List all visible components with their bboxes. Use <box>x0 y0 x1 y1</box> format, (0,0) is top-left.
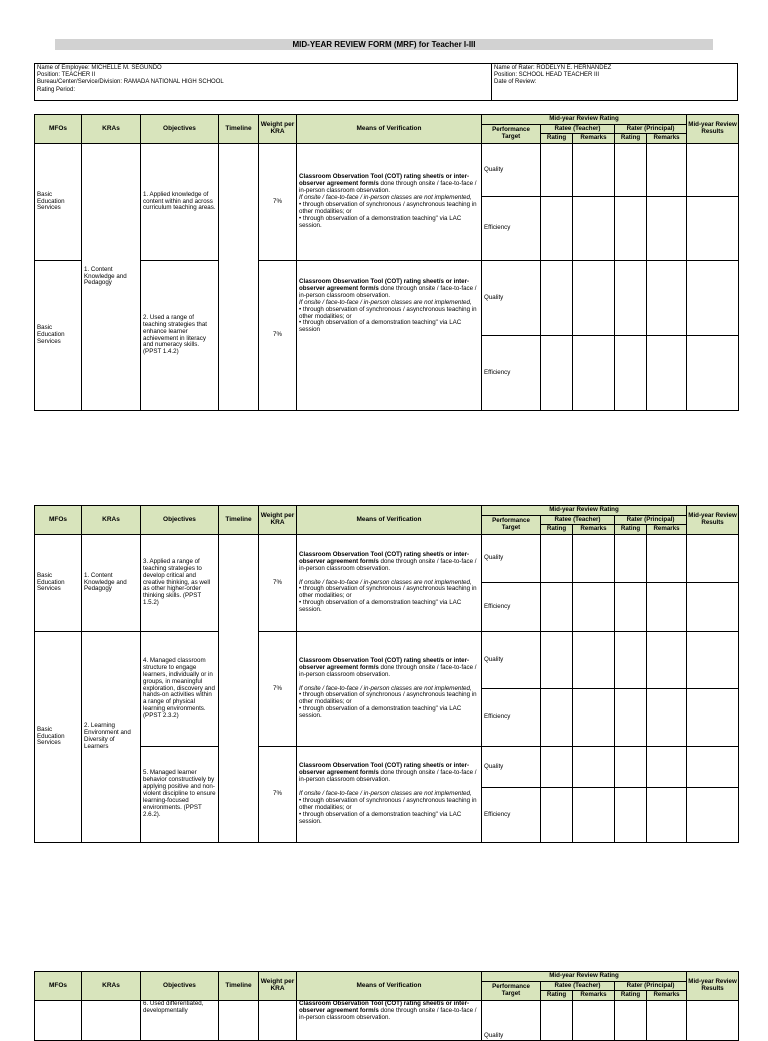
rater-rating-cell[interactable] <box>615 197 647 261</box>
header-kras: KRAs <box>82 972 141 1001</box>
header-results: Mid-year Review Results <box>687 972 739 1001</box>
kra-cell: 1. Content Knowledge and Pedagogy <box>82 535 141 632</box>
rater-rating-cell[interactable] <box>615 632 647 689</box>
ratee-remarks-cell[interactable] <box>573 788 615 843</box>
header-kras: KRAs <box>82 506 141 535</box>
header-mfos: MFOs <box>35 506 82 535</box>
rater-rating-cell[interactable] <box>615 336 647 411</box>
header-weight: Weight per KRA <box>259 972 297 1001</box>
header-timeline: Timeline <box>219 506 259 535</box>
header-results: Mid-year Review Results <box>687 115 739 144</box>
ratee-rating-cell[interactable] <box>541 535 573 583</box>
form-title: MID-YEAR REVIEW FORM (MRF) for Teacher I-III <box>55 39 713 50</box>
results-cell[interactable] <box>687 788 739 843</box>
header-rater: Rater (Principal) <box>615 516 687 525</box>
ratee-remarks-cell[interactable] <box>573 197 615 261</box>
header-ratee-remarks: Remarks <box>573 991 615 1001</box>
review-table-1 <box>34 114 739 411</box>
rater-rating-cell[interactable] <box>615 1001 647 1041</box>
rater-remarks-cell[interactable] <box>647 788 687 843</box>
rater-rating-cell[interactable] <box>615 535 647 583</box>
header-ratee-rating: Rating <box>541 134 573 144</box>
target-efficiency: Efficiency <box>482 583 541 632</box>
ratee-remarks-cell[interactable] <box>573 144 615 197</box>
rater-rating-cell[interactable] <box>615 583 647 632</box>
weight-cell: 7% <box>259 632 297 747</box>
results-cell[interactable] <box>687 583 739 632</box>
header-midyear-rating: Mid-year Review Rating <box>482 972 687 982</box>
header-ratee: Ratee (Teacher) <box>541 516 615 525</box>
header-timeline: Timeline <box>219 115 259 144</box>
header-weight: Weight per KRA <box>259 115 297 144</box>
target-quality: Quality <box>482 261 541 336</box>
rater-rating-cell[interactable] <box>615 261 647 336</box>
header-mov: Means of Verification <box>297 506 482 535</box>
weight-cell <box>259 1001 297 1041</box>
header-timeline: Timeline <box>219 972 259 1001</box>
rater-rating-cell[interactable] <box>615 144 647 197</box>
employee-position: Position: TEACHER II <box>37 72 96 79</box>
rater-rating-cell[interactable] <box>615 689 647 747</box>
results-cell[interactable] <box>687 197 739 261</box>
target-efficiency: Efficiency <box>482 788 541 843</box>
ratee-remarks-cell[interactable] <box>573 747 615 788</box>
rater-position: Position: SCHOOL HEAD TEACHER III <box>494 72 600 79</box>
header-ratee: Ratee (Teacher) <box>541 982 615 991</box>
mfo-cell: Basic Education Services <box>35 261 82 411</box>
header-objectives: Objectives <box>141 115 219 144</box>
results-cell[interactable] <box>687 535 739 583</box>
ratee-rating-cell[interactable] <box>541 689 573 747</box>
mov-cell: Classroom Observation Tool (COT) rating sheet/s or inter-observer agreement form/s done through onsite / face-to-face / in-person classroom observation. <box>297 1001 482 1041</box>
rater-name: Name of Rater: RODELYN E. HERNANDEZ <box>494 65 612 71</box>
ratee-rating-cell[interactable] <box>541 583 573 632</box>
header-performance-target: Performance Target <box>482 125 541 144</box>
rater-rating-cell[interactable] <box>615 747 647 788</box>
ratee-rating-cell[interactable] <box>541 1001 573 1041</box>
target-quality: Quality <box>482 632 541 689</box>
rater-remarks-cell[interactable] <box>647 197 687 261</box>
header-mov: Means of Verification <box>297 115 482 144</box>
weight-cell: 7% <box>259 535 297 632</box>
mov-cell: Classroom Observation Tool (COT) rating sheet/s or inter-observer agreement form/s done through onsite / face-to-face / in-person classroom observation. If onsite / face-to-face / in-person classes are not implemented, • through observation of synchronous / asynchronous teaching in other modalities; or • through observation of a demonstration teaching" via LAC session. <box>297 535 482 632</box>
ratee-remarks-cell[interactable] <box>573 1001 615 1041</box>
weight-cell: 7% <box>259 747 297 843</box>
rater-remarks-cell[interactable] <box>647 583 687 632</box>
header-performance-target: Performance Target <box>482 516 541 535</box>
header-rater: Rater (Principal) <box>615 125 687 134</box>
ratee-remarks-cell[interactable] <box>573 689 615 747</box>
results-cell[interactable] <box>687 261 739 336</box>
header-rater-remarks: Remarks <box>647 525 687 535</box>
target-efficiency: Efficiency <box>482 689 541 747</box>
ratee-rating-cell[interactable] <box>541 747 573 788</box>
results-cell[interactable] <box>687 689 739 747</box>
mfo-cell <box>35 1001 82 1041</box>
ratee-remarks-cell[interactable] <box>573 583 615 632</box>
header-midyear-rating: Mid-year Review Rating <box>482 506 687 516</box>
ratee-rating-cell[interactable] <box>541 197 573 261</box>
ratee-rating-cell[interactable] <box>541 144 573 197</box>
header-mfos: MFOs <box>35 972 82 1001</box>
rating-period: Rating Period: <box>37 86 76 93</box>
objective-cell: 1. Applied knowledge of content within and across curriculum teaching areas. <box>141 144 219 261</box>
rater-remarks-cell[interactable] <box>647 1001 687 1041</box>
results-cell[interactable] <box>687 1001 739 1041</box>
header-rater-remarks: Remarks <box>647 134 687 144</box>
rater-remarks-cell[interactable] <box>647 144 687 197</box>
target-efficiency: Efficiency <box>482 197 541 261</box>
objective-cell: 5. Managed learner behavior constructively by applying positive and non-violent discipline to ensure learning-focused environments. (PPST 2.6.2). <box>141 747 219 843</box>
rater-remarks-cell[interactable] <box>647 535 687 583</box>
header-ratee-remarks: Remarks <box>573 525 615 535</box>
mov-cell: Classroom Observation Tool (COT) rating sheet/s or inter-observer agreement form/s done through onsite / face-to-face / in-person classroom observation. If onsite / face-to-face / in-person classes are not implemented, • through observation of synchronous / asynchronous teaching in other modalities; or • through observation of a demonstration teaching" via LAC session. <box>297 747 482 843</box>
header-rater-rating: Rating <box>615 525 647 535</box>
mov-cell: Classroom Observation Tool (COT) rating sheet/s or inter-observer agreement form/s done through onsite / face-to-face / in-person classroom observation. If onsite / face-to-face / in-person classes are not implemented, • through observation of synchronous / asynchronous teaching in other modalities; or • through observation of a demonstration teaching" via LAC session <box>297 261 482 411</box>
ratee-rating-cell[interactable] <box>541 788 573 843</box>
rater-remarks-cell[interactable] <box>647 747 687 788</box>
header-ratee-rating: Rating <box>541 991 573 1001</box>
timeline-cell <box>219 1001 259 1041</box>
header-rater-rating: Rating <box>615 134 647 144</box>
header-ratee-remarks: Remarks <box>573 134 615 144</box>
header-rater-remarks: Remarks <box>647 991 687 1001</box>
results-cell[interactable] <box>687 632 739 689</box>
timeline-cell <box>219 535 259 843</box>
review-date: Date of Review: <box>494 79 537 86</box>
kra-cell <box>82 1001 141 1041</box>
review-table-2 <box>34 505 739 843</box>
objective-cell: 6. Used differentiated, developmentally <box>141 1001 219 1041</box>
objective-cell: 3. Applied a range of teaching strategies to develop critical and creative thinking, as well as other higher-order thinking skills. (PPST 1.5.2) <box>141 535 219 632</box>
ratee-remarks-cell[interactable] <box>573 632 615 689</box>
employee-info <box>37 65 224 94</box>
objective-cell: 2. Used a range of teaching strategies that enhance learner achievement in literacy and numeracy skills. (PPST 1.4.2) <box>141 261 219 411</box>
employee-name: Name of Employee: MICHELLE M. SEGUNDO <box>37 65 162 71</box>
mfo-cell: Basic Education Services <box>35 632 82 843</box>
employee-info-box <box>34 63 738 101</box>
header-ratee-rating: Rating <box>541 525 573 535</box>
results-cell[interactable] <box>687 144 739 197</box>
weight-cell: 7% <box>259 261 297 411</box>
ratee-rating-cell[interactable] <box>541 336 573 411</box>
header-weight: Weight per KRA <box>259 506 297 535</box>
target-quality: Quality <box>482 1001 541 1041</box>
ratee-remarks-cell[interactable] <box>573 336 615 411</box>
kra-cell: 2. Learning Environment and Diversity of Learners <box>82 632 141 843</box>
objective-cell: 4. Managed classroom structure to engage learners, individually or in groups, in meaningful exploration, discovery and hands-on activities within a range of physical learning environments. (PPST 2.3.2) <box>141 632 219 747</box>
weight-cell: 7% <box>259 144 297 261</box>
target-quality: Quality <box>482 747 541 788</box>
header-rater: Rater (Principal) <box>615 982 687 991</box>
timeline-cell <box>219 144 259 411</box>
header-mfos: MFOs <box>35 115 82 144</box>
rater-rating-cell[interactable] <box>615 788 647 843</box>
mfo-cell: Basic Education Services <box>35 144 82 261</box>
header-results: Mid-year Review Results <box>687 506 739 535</box>
results-cell[interactable] <box>687 747 739 788</box>
header-kras: KRAs <box>82 115 141 144</box>
target-quality: Quality <box>482 535 541 583</box>
rater-remarks-cell[interactable] <box>647 632 687 689</box>
ratee-rating-cell[interactable] <box>541 261 573 336</box>
header-objectives: Objectives <box>141 972 219 1001</box>
header-midyear-rating: Mid-year Review Rating <box>482 115 687 125</box>
ratee-rating-cell[interactable] <box>541 632 573 689</box>
ratee-remarks-cell[interactable] <box>573 535 615 583</box>
header-mov: Means of Verification <box>297 972 482 1001</box>
rater-info <box>494 65 611 87</box>
target-efficiency: Efficiency <box>482 336 541 411</box>
info-divider <box>491 64 492 100</box>
results-cell[interactable] <box>687 336 739 411</box>
header-objectives: Objectives <box>141 506 219 535</box>
kra-cell: 1. Content Knowledge and Pedagogy <box>82 144 141 411</box>
mfo-cell: Basic Education Services <box>35 535 82 632</box>
rater-remarks-cell[interactable] <box>647 689 687 747</box>
review-table-3 <box>34 971 739 1041</box>
mov-cell: Classroom Observation Tool (COT) rating sheet/s or inter-observer agreement form/s done through onsite / face-to-face / in-person classroom observation. If onsite / face-to-face / in-person classes are not implemented, • through observation of synchronous / asynchronous teaching in other modalities; or • through observation of a demonstration teaching" via LAC session. <box>297 144 482 261</box>
header-ratee: Ratee (Teacher) <box>541 125 615 134</box>
rater-remarks-cell[interactable] <box>647 336 687 411</box>
rater-remarks-cell[interactable] <box>647 261 687 336</box>
target-quality: Quality <box>482 144 541 197</box>
header-rater-rating: Rating <box>615 991 647 1001</box>
header-performance-target: Performance Target <box>482 982 541 1001</box>
ratee-remarks-cell[interactable] <box>573 261 615 336</box>
employee-bureau: Bureau/Center/Service/Division: RAMADA NATIONAL HIGH SCHOOL <box>37 79 224 86</box>
mov-cell: Classroom Observation Tool (COT) rating sheet/s or inter-observer agreement form/s done through onsite / face-to-face / in-person classroom observation. If onsite / face-to-face / in-person classes are not implemented, • through observation of synchronous / asynchronous teaching in other modalities; or • through observation of a demonstration teaching" via LAC session. <box>297 632 482 747</box>
